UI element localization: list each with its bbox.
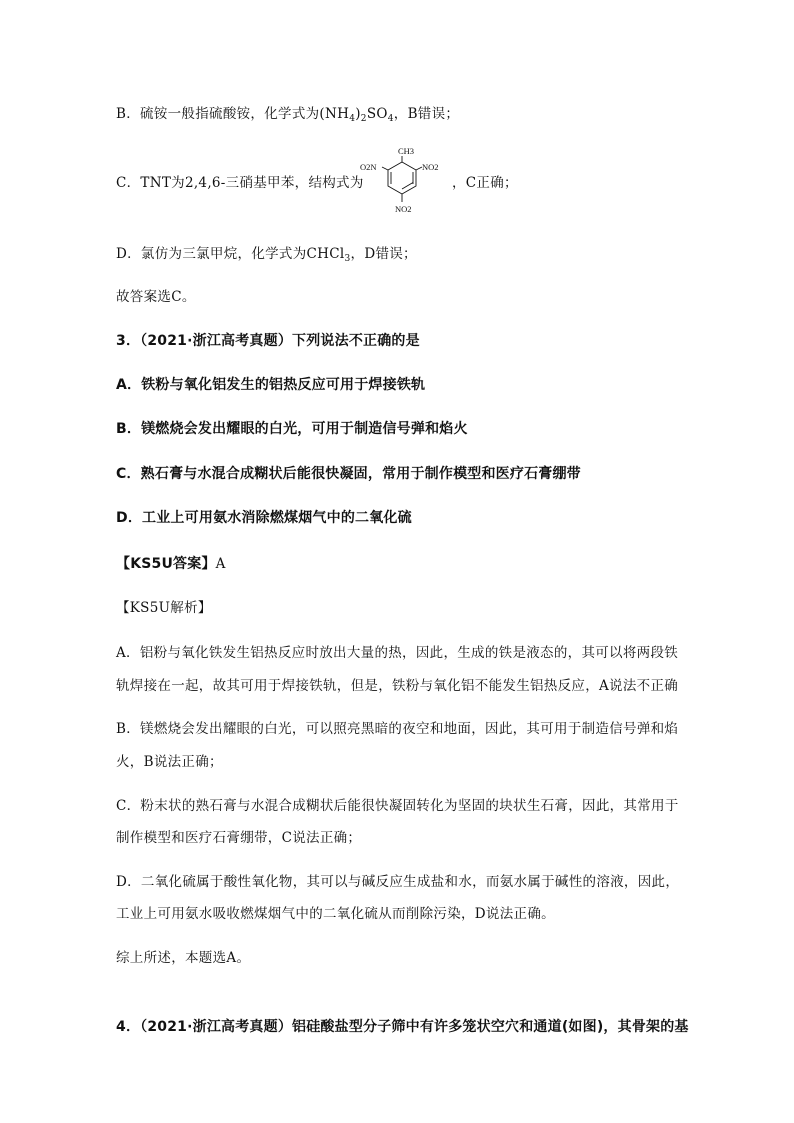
question-3-option-b: B．镁燃烧会发出耀眼的白光，可用于制造信号弹和焰火 [116,421,468,437]
subscript: 4 [349,114,356,124]
summary-line: 综上所述，本题选A。 [116,950,251,966]
explanation-d-2: 工业上可用氨水吸收燃煤烟气中的二氧化硫从而削除污染，D说法正确。 [116,906,555,922]
subscript: 3 [344,254,351,264]
answer-value: A [215,556,226,572]
nitro-left-label: O2N [360,162,377,172]
line-option-d [116,244,417,264]
subscript: 4 [387,114,394,124]
explanation-c-1: C．粉末状的熟石膏与水混合成糊状后能很快凝固转化为坚固的块状生石膏，因此，其常用于 [116,798,679,814]
text: ) [355,106,361,122]
analysis-label: 【KS5U解析】 [116,600,212,616]
explanation-a-1: A．铝粉与氧化铁发生铝热反应时放出大量的热，因此，生成的铁是液态的，其可以将两段铁 [116,645,679,661]
question-3-option-d: D．工业上可用氨水消除燃煤烟气中的二氧化硫 [116,510,412,526]
explanation-d-1: D．二氧化硫属于酸性氧化物，其可以与碱反应生成盐和水，而氨水属于碱性的溶液，因此， [116,874,680,890]
explanation-c-2: 制作模型和医疗石膏绷带，C说法正确； [116,830,362,846]
methyl-label: CH3 [398,146,415,156]
nitro-bottom-label: NO2 [395,204,412,214]
answer-label: 【KS5U答案】 [116,556,216,572]
line-option-c-tail: ，C正确； [452,175,518,191]
text: SO [366,106,388,122]
line-option-b [116,104,459,124]
text: D．氯仿为三氯甲烷，化学式为CHCl [116,246,345,262]
text: C．TNT为2,4,6-三硝基甲苯，结构式为 [116,175,364,191]
explanation-b-2: 火，B说法正确； [116,754,223,770]
question-3: 3．（2021·浙江高考真题）下列说法不正确的是 [116,333,420,349]
line-option-c [116,173,364,193]
nitro-right-label: NO2 [422,162,439,172]
question-3-option-a: A．铁粉与氧化铝发生的铝热反应可用于焊接铁轨 [116,377,426,393]
question-4: 4．（2021·浙江高考真题）铝硅酸盐型分子筛中有许多笼状空穴和通道(如图)，其骨架的基 [116,1019,689,1035]
explanation-b-1: B．镁燃烧会发出耀眼的白光，可以照亮黑暗的夜空和地面，因此，其可用于制造信号弹和焰 [116,721,679,737]
subscript: 2 [360,114,367,124]
question-3-option-c: C．熟石膏与水混合成糊状后能很快凝固，常用于制作模型和医疗石膏绷带 [116,466,581,482]
explanation-a-2: 轨焊接在一起，故其可用于焊接铁轨，但是，铁粉与氧化铝不能发生铝热反应，A说法不正确 [116,678,679,694]
answer-c-line: 故答案选C。 [116,289,196,305]
tnt-structure-diagram [360,144,444,220]
text: ，D错误； [350,246,417,262]
answer-line [116,554,226,574]
text: B．硫铵一般指硫酸铵，化学式为(NH [116,106,350,122]
text: ，B错误； [393,106,460,122]
